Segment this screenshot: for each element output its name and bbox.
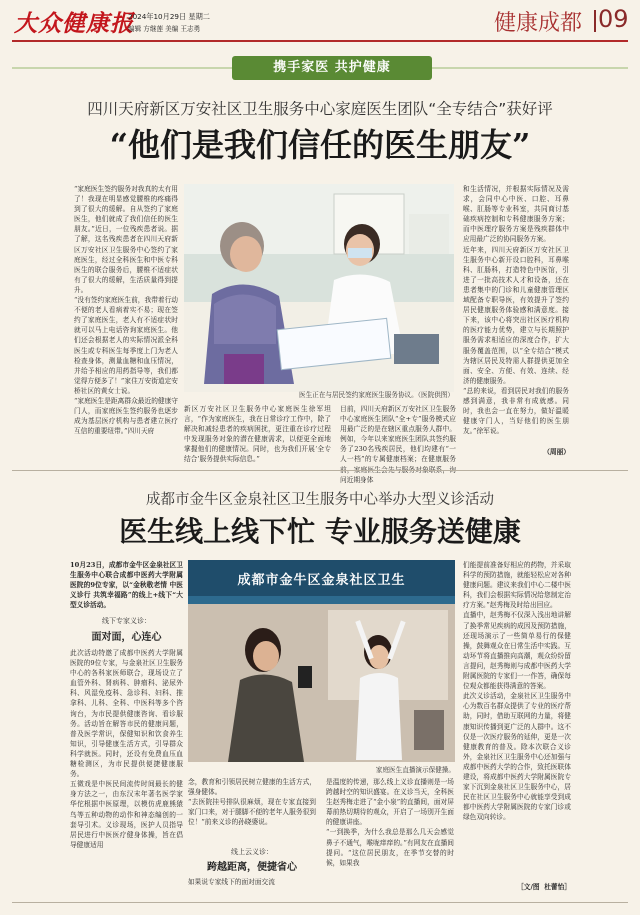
story2-column-2: 念，教育和引领居民树立健康的生活方式，强身健体。 “去医院挂号排队很麻烦，现在专家直接到家门口来，对于腿脚不便的老年人服务很到位！”前来义诊的孙晓婆说。 <box>188 778 316 827</box>
story2-headline: 医生线上线下忙 专业服务送健康 <box>119 515 521 548</box>
story1-kicker: 四川天府新区万安社区卫生服务中心家庭医生团队“全专结合”获好评 <box>87 100 553 118</box>
photo-livestream <box>188 560 455 762</box>
story1-column-2: 新区万安社区卫生服务中心家庭医生徐军坦言，“作为家庭医生，我在日常诊疗工作中，除了解决和减轻患者的疾病困扰，更注重在诊疗过程中发现服务对象的潜在健康需求，以便更全面地掌握他们的健康情况。同时，也为我们开展‘全专结合’服务提供实际信息。” <box>184 405 331 464</box>
story1-photo <box>184 184 454 392</box>
story1-byline: （周丽） <box>543 448 570 456</box>
story2-photo <box>188 560 455 762</box>
photo-sign-text: 成都市金牛区金泉社区卫生 <box>237 573 406 588</box>
story1-column-1: “家庭医生签约服务对我真的太有用了！我现在明显感觉腰椎的疼痛得到了很大的缓解。自从签约了家庭医生，他们就成了我们信任的医生朋友。”近日，一位残疾患者说。据了解，这名残疾患者在四川天府新区万安社区卫生服务中心签约了家庭医生，经过全科医生和中医专科医生的联合服务后，腰椎不适症状有了很大的缓解，生活质量得到提升。 “没有签约家庭医生前，我带着行动不便的老人看病着实不易；现在签约了家庭医生，老人有不适症状时就可以马上电话咨询家庭医生。他们还会根据老人的实际情况派全科医生或专科医生每季度上门为老人检查身体，测量血糖和血压情况，并给予相应的用药指导等，我们都觉得方便多了！”家住万安街道定安桥社区的黄女士说。 “家庭医生是距离群众最近的健康守门人，而家庭医生签约服务也逐步成为基层医疗机构与患者建立医疗互信的重要纽带。”四川天府 <box>74 185 178 436</box>
photo-doctor-signing <box>184 184 454 392</box>
editor-credits: 编辑 方继莲 美编 王志勇 <box>128 25 201 33</box>
section-name: 健康成都 <box>494 11 583 36</box>
page-number: 09 <box>598 5 629 33</box>
story-divider <box>12 470 628 471</box>
story2-column-4: 们能提前准备好相应的药物，并采取科学的预防措施，就能轻松应对各种健康问题。建议来我们中心二楼中医科，我们会根据实际情况给您制定治疗方案。”赵秀梅及时给出回应。 直播中，赵秀梅不仅深入浅出地讲解了换季常见疾病的成因及预防措施，还现场演示了一些简单易行的保健操，鼓舞观众在日常生活中实践。互动环节将直播推向高潮，观众纷纷留言提问，赵秀梅则与成都中医药大学附属医院的专家们一一作答，确保每位观众都能获得满意的答案。 此次义诊活动，金泉社区卫生服务中心为数百名群众提供了专业的医疗帮助，同时，借助互联网的力量，将健康知识传播到更广泛的人群中。这不仅是一次医疗服务的延伸，更是一次健康教育的普及。除本次联合义诊外，金泉社区卫生服务中心还加强与成都中医药大学的合作，致托医联体建设，将成都中医药大学附属医院专家下沉到金泉社区卫生服务中心，居民在社区卫生服务中心就能享受到成都中医药大学附属医院的专家门诊或绿色双向转诊。 <box>463 561 571 822</box>
story2-column-3: 是温度的传递，那么线上义诊直播则是一场跨越时空的知识盛宴。在义诊当天，全科医生赵秀梅走进了“金小泉”的直播间，面对屏幕前热切期待的观众，开启了一场别开生面的健康讲座。 “一到换季，为什么我总是那么几天会感觉鼻子不通气，喉咙痒痒的。”有网友在直播间提问。“这位居民朋友，在季节交替的时候，如果我 <box>326 778 454 867</box>
story2-subhead1-label: 线下专家义诊： <box>102 617 151 625</box>
story2-lead: 10月23日，成都市金牛区金泉社区卫生服务中心联合成都中医药大学附属医院的9位专家，以“金秋敬老情 中医义诊行 共筑幸福路”的线上+线下“大型义诊活动。 <box>70 561 183 610</box>
column-banner <box>12 56 628 80</box>
story2-subhead2: 跨越距离，便捷省心 <box>207 862 297 873</box>
story2-column-2b: 如果说专家线下的面对面交流 <box>188 878 275 886</box>
story2-photo-caption: 家庭医生直播演示保健操。 <box>375 766 455 774</box>
story2-subhead2-label: 线上云义诊： <box>231 848 273 856</box>
banner-label: 携手家医 共护健康 <box>232 56 432 80</box>
story1-photo-caption: 医生正在与居民签约家庭医生服务协议。（医院供图） <box>299 391 454 399</box>
story1-column-3: 目前，四川天府新区万安社区卫生服务中心家庭医生团队“全+专”服务模式应用最广泛的是在辖区重点服务人群中。例如，今年以来家庭医生团队共签约服务了230名残疾居民，他们均建有“一人一档”的专属健康档案；在健康服务 问近期身体 <box>340 405 456 484</box>
issue-date: 2024年10月29日 星期二 <box>128 12 210 21</box>
story1-headline: “他们是我们信任的医生朋友” <box>109 126 531 164</box>
story2-column-1: 此次活动特邀了成都中医药大学附属医院的9位专家，与金泉社区卫生服务中心的各科家医师联合，现场设立了血管外科、肾病科、肿瘤科、泌尿外科、风湿免疫科、急诊科、妇科、推拿科、儿科、全科、中医科等多个咨询台，为市民提供健康咨询、看诊服务。活动旨在解答市民的健康问题，普及医学常识，保健知识和饮食养生知识，引导健康生活方式，引导群众科学就医。同时，还设有免费血压血糖检测区，为市民提供便捷健康服务。 五微戏是中医民间流传时间最长的健身方法之一，由东汉末年著名医学家华佗根据中医原理，以模仿虎鹿熊猿鸟等五种动物的动作和神态编创的一套导引术。义诊现场，医护人员指导居民进行中医医疗健身体操，旨在倡导健康适用 <box>70 649 183 849</box>
header-separator <box>594 10 596 32</box>
header-rule <box>12 40 628 42</box>
footer-rule <box>12 902 628 903</box>
story2-kicker: 成都市金牛区金泉社区卫生服务中心举办大型义诊活动 <box>146 492 494 508</box>
story2-subhead1: 面对面，心连心 <box>91 632 162 643</box>
story2-byline: ［文/图 杜蕾怡］ <box>517 883 571 891</box>
story1-column-4: 和生活情况，并根据实际情况及需求，会同中心中医、口腔、耳鼻喉、肛肠等专业科室，共同商讨基础疾病控制和专科健康服务方案；而中医理疗服务方案是残疾群体中应用最广泛的协同服务方案。 近年来，四川天府新区万安社区卫生服务中心新开设口腔科，耳鼻喉科、肛肠科，打造特色中医馆，引进了一批高技术人才和设备，还在患者集中的门诊和儿童健康管理区域配备专职导医，有效提升了签约居民健康服务体验感和满意度。接下来，该中心将突出社区医疗机构的医疗能力优势，建立与长期照护服务需求相适应的深度合作，扩大服务覆盖范围，以“全专结合”模式为辖区居民及特需人群提供更加全面、安全、方便、有效、连续、经济的健康服务。 “总的来说，看到居民对我们的服务感到满意，我非常有成就感。同时，我也会一直在努力，做好温暖健康守门人，当好他们的医生朋友。”徐军说。 <box>463 185 569 436</box>
masthead-logo: 大众健康报 <box>14 10 134 37</box>
